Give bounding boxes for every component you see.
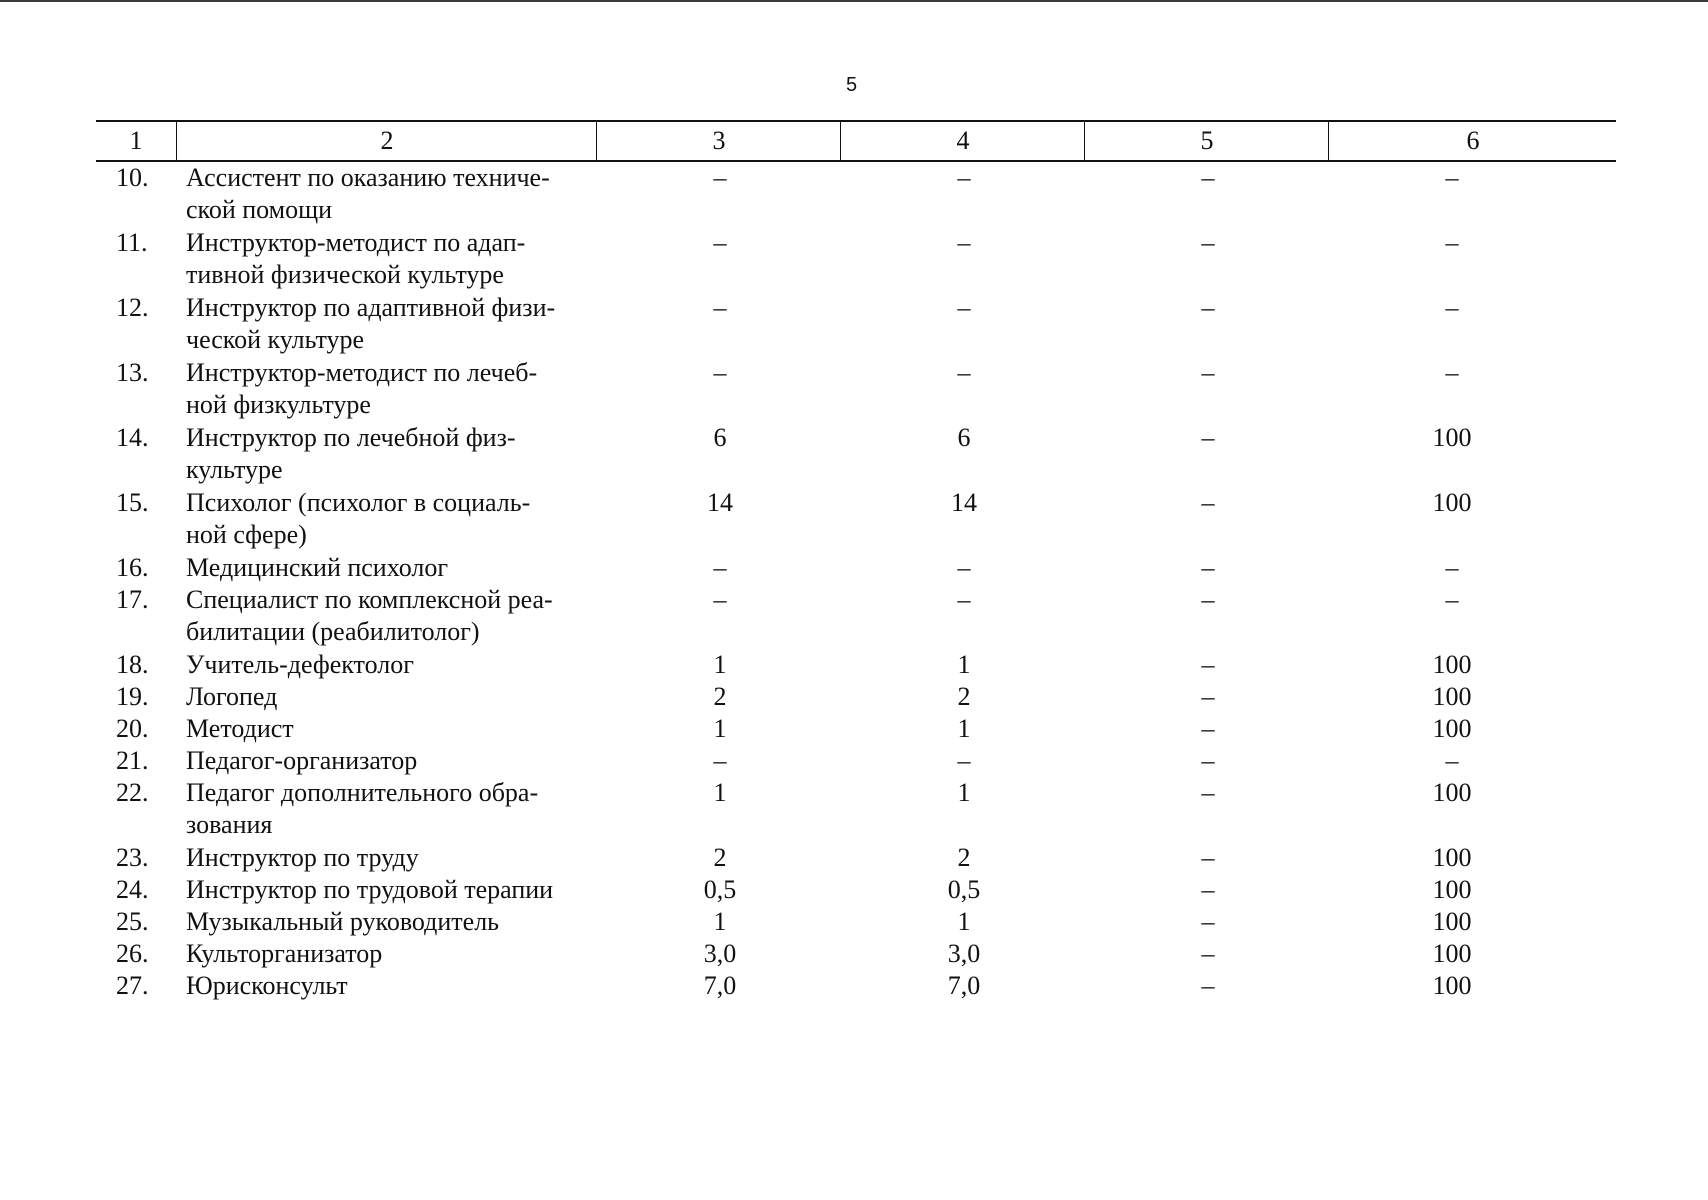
cell-col-3: 2 bbox=[713, 682, 727, 711]
row-number: 21. bbox=[116, 746, 149, 775]
cell-col-5: – bbox=[1201, 423, 1215, 452]
position-name bbox=[186, 777, 586, 841]
header-col-3: 3 bbox=[596, 122, 841, 160]
header-col-2: 2 bbox=[176, 122, 597, 160]
table-row bbox=[96, 584, 1616, 649]
cell-col-5: – bbox=[1201, 971, 1215, 1000]
table-row bbox=[96, 874, 1616, 906]
row-number: 24. bbox=[116, 875, 149, 904]
table-row bbox=[96, 292, 1616, 357]
cell-col-6: 100 bbox=[1432, 843, 1472, 872]
table-row bbox=[96, 357, 1616, 422]
cell-col-5: – bbox=[1201, 778, 1215, 807]
table-row bbox=[96, 745, 1616, 777]
table-row bbox=[96, 649, 1616, 681]
cell-col-5: – bbox=[1201, 488, 1215, 517]
cell-col-3: 1 bbox=[713, 778, 727, 807]
position-name-line: зования bbox=[186, 810, 273, 839]
cell-col-6: 100 bbox=[1432, 907, 1472, 936]
cell-col-3: – bbox=[713, 293, 727, 322]
cell-col-5: – bbox=[1201, 714, 1215, 743]
cell-col-5: – bbox=[1201, 585, 1215, 614]
row-number: 26. bbox=[116, 939, 149, 968]
position-name-line: ной сфере) bbox=[186, 520, 307, 549]
row-number: 22. bbox=[116, 778, 149, 807]
header-col-6: 6 bbox=[1328, 122, 1617, 160]
position-name-line: Культорганизатор bbox=[186, 939, 383, 968]
position-name bbox=[186, 552, 586, 584]
cell-col-6: 100 bbox=[1432, 875, 1472, 904]
position-name-line: Методист bbox=[186, 714, 294, 743]
cell-col-4: 1 bbox=[957, 650, 971, 679]
cell-col-3: 1 bbox=[713, 714, 727, 743]
cell-col-6: 100 bbox=[1432, 650, 1472, 679]
cell-col-3: 0,5 bbox=[703, 875, 737, 904]
cell-col-4: – bbox=[957, 163, 971, 192]
position-name bbox=[186, 649, 586, 681]
cell-col-3: 3,0 bbox=[703, 939, 737, 968]
cell-col-6: 100 bbox=[1432, 971, 1472, 1000]
table-row bbox=[96, 422, 1616, 487]
position-name bbox=[186, 487, 586, 551]
row-number: 14. bbox=[116, 423, 149, 452]
position-name bbox=[186, 906, 586, 938]
cell-col-4: 1 bbox=[957, 714, 971, 743]
cell-col-6: – bbox=[1445, 228, 1459, 257]
cell-col-4: 2 bbox=[957, 682, 971, 711]
cell-col-4: 1 bbox=[957, 907, 971, 936]
position-name-line: культуре bbox=[186, 455, 283, 484]
table-row bbox=[96, 777, 1616, 842]
position-name bbox=[186, 162, 586, 226]
position-name-line: ской помощи bbox=[186, 195, 333, 224]
cell-col-5: – bbox=[1201, 746, 1215, 775]
cell-col-3: – bbox=[713, 163, 727, 192]
position-name-line: ческой культуре bbox=[186, 325, 365, 354]
position-name bbox=[186, 422, 586, 486]
row-number: 20. bbox=[116, 714, 149, 743]
cell-col-6: – bbox=[1445, 358, 1459, 387]
cell-col-6: 100 bbox=[1432, 423, 1472, 452]
header-col-5: 5 bbox=[1084, 122, 1329, 160]
cell-col-4: – bbox=[957, 293, 971, 322]
position-name bbox=[186, 584, 586, 648]
cell-col-3: – bbox=[713, 585, 727, 614]
cell-col-6: 100 bbox=[1432, 778, 1472, 807]
table-row bbox=[96, 938, 1616, 970]
position-name bbox=[186, 357, 586, 421]
position-name bbox=[186, 681, 586, 713]
position-name-line: Учитель-дефектолог bbox=[186, 650, 414, 679]
position-name bbox=[186, 745, 586, 777]
position-name bbox=[186, 874, 586, 906]
table-row bbox=[96, 970, 1616, 1002]
cell-col-3: – bbox=[713, 358, 727, 387]
position-name-line: Логопед bbox=[186, 682, 278, 711]
cell-col-5: – bbox=[1201, 650, 1215, 679]
cell-col-6: – bbox=[1445, 746, 1459, 775]
cell-col-3: – bbox=[713, 746, 727, 775]
position-name-line: Специалист по комплексной реа- bbox=[186, 585, 553, 614]
position-name bbox=[186, 938, 586, 970]
row-number: 12. bbox=[116, 293, 149, 322]
table-row bbox=[96, 842, 1616, 874]
cell-col-3: – bbox=[713, 228, 727, 257]
cell-col-6: – bbox=[1445, 553, 1459, 582]
cell-col-6: 100 bbox=[1432, 488, 1472, 517]
position-name bbox=[186, 292, 586, 356]
row-number: 13. bbox=[116, 358, 149, 387]
page-number: 5 bbox=[846, 74, 858, 96]
cell-col-3: 7,0 bbox=[703, 971, 737, 1000]
cell-col-3: 1 bbox=[713, 650, 727, 679]
cell-col-4: – bbox=[957, 553, 971, 582]
position-name bbox=[186, 227, 586, 291]
table-row bbox=[96, 906, 1616, 938]
cell-col-4: 1 bbox=[957, 778, 971, 807]
cell-col-6: – bbox=[1445, 163, 1459, 192]
table-row bbox=[96, 681, 1616, 713]
position-name-line: Юрисконсульт bbox=[186, 971, 348, 1000]
row-number: 10. bbox=[116, 163, 149, 192]
cell-col-4: – bbox=[957, 358, 971, 387]
cell-col-5: – bbox=[1201, 163, 1215, 192]
cell-col-6: – bbox=[1445, 293, 1459, 322]
cell-col-4: – bbox=[957, 585, 971, 614]
position-name-line: билитации (реабилитолог) bbox=[186, 617, 480, 646]
cell-col-5: – bbox=[1201, 682, 1215, 711]
cell-col-5: – bbox=[1201, 293, 1215, 322]
table-header bbox=[96, 120, 1616, 162]
cell-col-3: – bbox=[713, 553, 727, 582]
cell-col-4: 6 bbox=[957, 423, 971, 452]
position-name-line: тивной физической культуре bbox=[186, 260, 504, 289]
position-name-line: Медицинский психолог bbox=[186, 553, 449, 582]
row-number: 11. bbox=[116, 228, 148, 257]
position-name bbox=[186, 713, 586, 745]
position-name-line: Инструктор-методист по адап- bbox=[186, 228, 526, 257]
row-number: 25. bbox=[116, 907, 149, 936]
cell-col-4: 2 bbox=[957, 843, 971, 872]
cell-col-4: – bbox=[957, 228, 971, 257]
cell-col-6: 100 bbox=[1432, 939, 1472, 968]
row-number: 17. bbox=[116, 585, 149, 614]
table-row bbox=[96, 713, 1616, 745]
cell-col-5: – bbox=[1201, 843, 1215, 872]
row-number: 23. bbox=[116, 843, 149, 872]
page-top-edge bbox=[0, 0, 1708, 2]
position-name bbox=[186, 842, 586, 874]
cell-col-5: – bbox=[1201, 907, 1215, 936]
position-name-line: Ассистент по оказанию техниче- bbox=[186, 163, 550, 192]
cell-col-5: – bbox=[1201, 228, 1215, 257]
table-row bbox=[96, 487, 1616, 552]
table-body bbox=[96, 162, 1616, 1002]
cell-col-3: 14 bbox=[707, 488, 733, 517]
position-name-line: Инструктор по трудовой терапии bbox=[186, 875, 554, 904]
position-name-line: Инструктор-методист по лечеб- bbox=[186, 358, 538, 387]
position-name-line: Инструктор по лечебной физ- bbox=[186, 423, 516, 452]
cell-col-6: 100 bbox=[1432, 714, 1472, 743]
position-name-line: Инструктор по труду bbox=[186, 843, 419, 872]
table-row bbox=[96, 162, 1616, 227]
cell-col-5: – bbox=[1201, 939, 1215, 968]
cell-col-5: – bbox=[1201, 358, 1215, 387]
row-number: 16. bbox=[116, 553, 149, 582]
position-name-line: ной физкультуре bbox=[186, 390, 371, 419]
position-name-line: Музыкальный руководитель bbox=[186, 907, 500, 936]
cell-col-6: 100 bbox=[1432, 682, 1472, 711]
row-number: 18. bbox=[116, 650, 149, 679]
cell-col-4: 14 bbox=[951, 488, 977, 517]
position-name-line: Педагог-организатор bbox=[186, 746, 418, 775]
cell-col-5: – bbox=[1201, 875, 1215, 904]
cell-col-5: – bbox=[1201, 553, 1215, 582]
header-col-1: 1 bbox=[129, 126, 143, 155]
row-number: 27. bbox=[116, 971, 149, 1000]
cell-col-6: – bbox=[1445, 585, 1459, 614]
header-col-4: 4 bbox=[840, 122, 1085, 160]
cell-col-4: 0,5 bbox=[947, 875, 981, 904]
cell-col-4: – bbox=[957, 746, 971, 775]
row-number: 19. bbox=[116, 682, 149, 711]
staff-table bbox=[96, 120, 1616, 1002]
cell-col-4: 7,0 bbox=[947, 971, 981, 1000]
position-name-line: Психолог (психолог в социаль- bbox=[186, 488, 531, 517]
cell-col-3: 2 bbox=[713, 843, 727, 872]
position-name-line: Инструктор по адаптивной физи- bbox=[186, 293, 556, 322]
cell-col-4: 3,0 bbox=[947, 939, 981, 968]
cell-col-3: 1 bbox=[713, 907, 727, 936]
cell-col-3: 6 bbox=[713, 423, 727, 452]
row-number: 15. bbox=[116, 488, 149, 517]
position-name-line: Педагог дополнительного обра- bbox=[186, 778, 539, 807]
table-row bbox=[96, 552, 1616, 584]
position-name bbox=[186, 970, 586, 1002]
table-row bbox=[96, 227, 1616, 292]
